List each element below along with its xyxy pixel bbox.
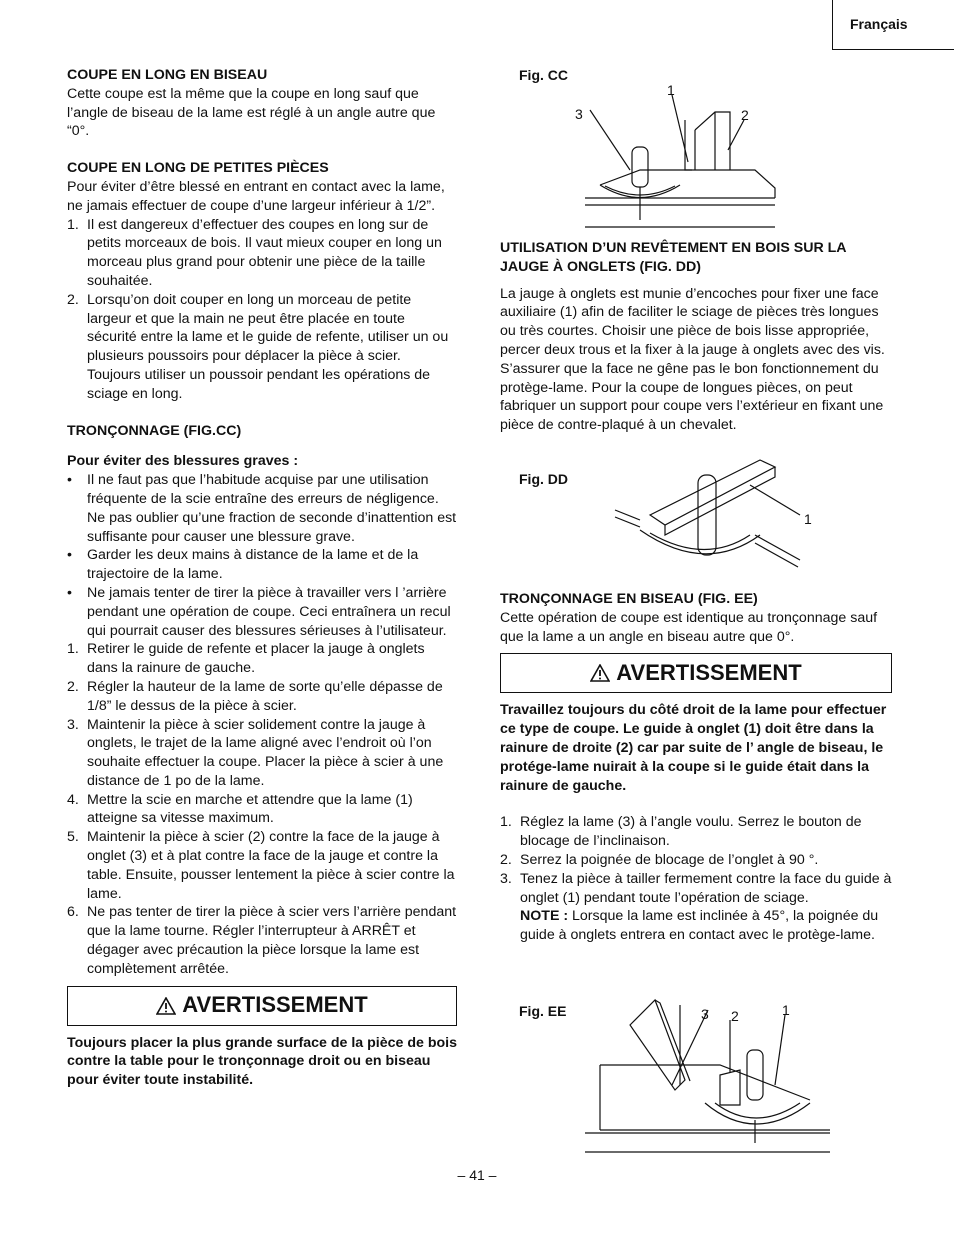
list-item: 1. Réglez la lame (3) à l’angle voulu. Serrez le bouton de blocage de l’inclinaison. bbox=[500, 814, 862, 850]
language-label: Français bbox=[850, 16, 908, 33]
section-title-bevel-crosscut: TRONÇONNAGE EN BISEAU (FIG. EE) bbox=[500, 591, 758, 607]
list-item: 2. Serrez la poignée de blocage de l’onglet à 90 °. bbox=[500, 851, 819, 868]
fig-dd-illustration bbox=[610, 455, 810, 585]
section-title-bevel-rip: COUPE EN LONG EN BISEAU bbox=[67, 67, 268, 83]
bevel-steps-list bbox=[500, 813, 892, 907]
fig-dd-label: Fig. DD bbox=[519, 471, 568, 487]
list-item: • Garder les deux mains à distance de la lame et de la trajectoire de la lame. bbox=[67, 547, 419, 583]
list-item: 2. Régler la hauteur de la lame de sorte qu’elle dépasse de 1/8” le dessus de la pièce à scier. bbox=[67, 678, 443, 714]
fig-ee-label: Fig. EE bbox=[519, 1003, 567, 1019]
list-item: 5. Maintenir la pièce à scier (2) contre la face de la jauge à onglet (3) et à plat contre la face de la jauge et contre la table. Ensuite, pousser lentement la pièce à scier contre la lame. bbox=[67, 829, 455, 902]
list-item: • Ne jamais tenter de tirer la pièce à travailler vers l ’arrière pendant une opération de coupe. Ceci entraînera un recul qui pourrait causer des blessures sérieuses à l’utilisateur. bbox=[67, 584, 451, 639]
warning-triangle-icon bbox=[590, 664, 610, 682]
list-item: • Il ne faut pas que l’habitude acquise par une utilisation fréquente de la scie entraîne des erreurs de négligence. Ne pas oublier qu’une fraction de seconde d’inattention est suffisante pour causer une blessure grave. bbox=[67, 472, 457, 545]
list-item: 2. Lorsqu’on doit couper en long un morceau de petite largeur et que la main ne peut être placée en toute sécurité entre la lame et le guide de refente, utiliser un ou plusieurs poussoirs pour déplacer la pièce à scier. Toujours utiliser un poussoir pendant les opérations de sciage en long. bbox=[67, 291, 449, 402]
warning-title: AVERTISSEMENT bbox=[182, 992, 368, 1018]
list-item: 1. Il est dangereux d’effectuer des coupes en long sur de petits morceaux de bois. Il vaut mieux couper en long un morceau plus grand pour obtenir une pièce de la taille souhaitée. bbox=[67, 216, 442, 289]
safety-bullet-list bbox=[67, 471, 457, 640]
fig-cc-callout-2: 2 bbox=[741, 107, 749, 123]
note-paragraph bbox=[500, 907, 892, 945]
fig-cc-label: Fig. CC bbox=[519, 67, 568, 83]
section-text-bevel-crosscut: Cette opération de coupe est identique au tronçonnage sauf que la lame a un angle en biseau autre que 0°. bbox=[500, 609, 878, 645]
section-title-auxiliary-face: UTILISATION D’UN REVÊTEMENT EN BOIS SUR LA JAUGE À ONGLETS (FIG. DD) bbox=[500, 240, 847, 275]
fig-ee-illustration bbox=[580, 995, 830, 1155]
list-item: 1. Retirer le guide de refente et placer la jauge à onglets dans la rainure de gauche. bbox=[67, 641, 425, 677]
section-subtitle-injuries: Pour éviter des blessures graves : bbox=[67, 453, 299, 470]
section-title-crosscut: TRONÇONNAGE (FIG.CC) bbox=[67, 422, 242, 439]
warning-text-right: Travaillez toujours du côté droit de la lame pour effectuer ce type de coupe. Le guide à onglet (1) doit être dans la rainure de droite (2) car par suite de l’ angle de biseau, le protége-lame nuirait à la coupe si le guide était dans la rainure de gauche. bbox=[500, 702, 887, 794]
section-text-bevel-rip: Cette coupe est la même que la coupe en long sauf que l’angle de biseau de la lame est réglé à un angle autre que “0°. bbox=[67, 85, 436, 140]
language-tab bbox=[832, 0, 954, 50]
fig-ee-callout-1: 1 bbox=[782, 1002, 790, 1018]
note-label: NOTE : bbox=[520, 908, 569, 925]
warning-box-left bbox=[67, 986, 457, 1026]
fig-ee-callout-3: 3 bbox=[701, 1006, 709, 1022]
list-item: 3. Maintenir la pièce à scier solidement contre la jauge à onglets, le trajet de la lame aligné avec l’endroit où l’on souhaite effectuer la coupe. Placer la pièce à scier à une distance de 1 po de la lame. bbox=[67, 716, 444, 789]
fig-cc-callout-1: 1 bbox=[667, 82, 675, 98]
section-text-auxiliary-face: La jauge à onglets est munie d’encoches pour fixer une face auxiliaire (1) afin de faciliter le sciage de pièces très longues ou très courtes. Choisir une pièce de bois lisse appropriée, percer deux trous et la fixer à la jauge à onglets avec des vis. S’assurer que la face ne gêne pas le bon fonctionnement du protège-lame. Pour la coupe de longues pièces, on peut fabriquer un support pour coupe vers l’extérieur en fixant une pièce de contre-plaqué à un chevalet. bbox=[500, 285, 885, 434]
warning-triangle-icon bbox=[156, 997, 176, 1015]
warning-text-left: Toujours placer la plus grande surface de la pièce de bois contre la table pour le tronçonnage droit ou en biseau pour éviter toute instabilité. bbox=[67, 1034, 458, 1089]
warning-title: AVERTISSEMENT bbox=[616, 659, 802, 685]
list-item: 4. Mettre la scie en marche et attendre que la lame (1) atteigne sa vitesse maximum. bbox=[67, 791, 413, 827]
fig-cc-callout-3: 3 bbox=[575, 106, 583, 122]
note-text: Lorsque la lame est inclinée à 45°, la poignée du guide à onglets entrera en contact avec le protège-lame. bbox=[520, 908, 879, 944]
page-number: – 41 – bbox=[457, 1167, 497, 1183]
left-column bbox=[67, 66, 457, 1090]
warning-box-right bbox=[500, 653, 892, 693]
right-column bbox=[500, 239, 892, 435]
small-pieces-list bbox=[67, 216, 457, 404]
list-item: 3. Tenez la pièce à tailler fermement contre la face du guide à onglet (1) pendant toute l’opération de sciage. bbox=[500, 870, 892, 906]
fig-ee-callout-2: 2 bbox=[731, 1008, 739, 1024]
fig-dd-callout-1: 1 bbox=[804, 511, 812, 527]
section-text-small-pieces: Pour éviter d’être blessé en entrant en contact avec la lame, ne jamais effectuer de coupe d’une largeur inférieur à 1/2”. bbox=[67, 178, 445, 214]
fig-cc-illustration bbox=[580, 90, 780, 230]
section-title-small-pieces: COUPE EN LONG DE PETITES PIÈCES bbox=[67, 160, 329, 177]
list-item: 6. Ne pas tenter de tirer la pièce à scier vers l’arrière pendant que la lame tourne. Régler l’interrupteur à ARRÊT et dégager avec précaution la pièce lorsque la lame est complètement arrêtée. bbox=[67, 904, 457, 977]
crosscut-steps-list bbox=[67, 640, 457, 978]
bevel-crosscut-section bbox=[500, 590, 892, 945]
